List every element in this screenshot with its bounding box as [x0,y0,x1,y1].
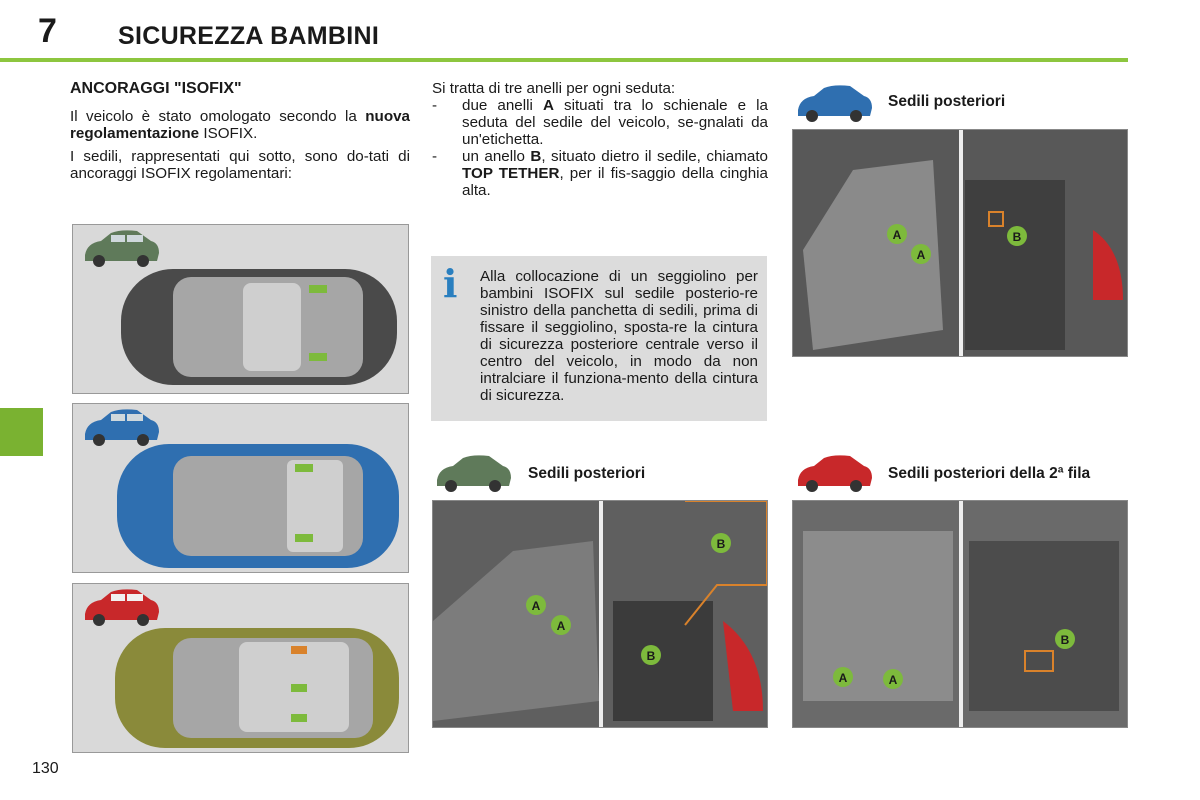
svg-text:B: B [716,537,726,551]
caption-green-rear-seats: Sedili posteriori [528,465,646,482]
anchor-badge-a-2 [911,244,931,264]
photo-red-second-row-seats [792,500,1128,728]
svg-text:A: A [556,619,566,633]
anchor-badge-a-4 [551,615,571,635]
caption-red-second-row: Sedili posteriori della 2ª fila [888,465,1091,482]
svg-text:A: A [838,671,848,685]
anchor-badge-b-green-2 [641,645,661,665]
anchor-badge-a-3 [526,595,546,615]
svg-text:B: B [1012,230,1022,244]
chapter-side-tab [0,408,43,456]
car-icon-red-small [794,454,878,494]
car-icon-red [85,589,159,626]
top-view-green-illustration [73,225,408,393]
info-box [431,256,767,421]
top-view-panel-blue [72,403,409,573]
anchor-badge-a-5 [833,667,853,687]
car-icon-blue-small [794,84,878,124]
svg-text:B: B [1060,633,1070,647]
chapter-number: 7 [38,12,57,50]
anchor-badge-a-6 [883,669,903,689]
rings-description [432,80,768,199]
photo-blue-rear-seats [792,129,1128,357]
top-view-panel-green [72,224,409,394]
anchor-badge-b-red [1055,629,1075,649]
isofix-intro [70,80,410,182]
anchor-badge-b-green-1 [711,533,731,553]
section-heading: ANCORAGGI "ISOFIX" [70,80,242,97]
top-view-panel-red [72,583,409,753]
top-view-blue-illustration [73,404,408,572]
paragraph-seats: I sedili, rappresentati qui sotto, sono do-tati di ancoraggi ISOFIX regolamentari: [70,148,410,182]
photo-green-rear-seats [432,500,768,728]
info-text: Alla collocazione di un seggiolino per bambini ISOFIX sul sedile posterio-re sinistro della panchetta di sedili, prima di fissare il seggiolino, sposta-re la cintura di sicurezza posteriore centrale verso il centro del veicolo, in modo da non intralciare il funziona-mento della cintura di sicurezza. [480,268,758,404]
svg-text:A: A [888,673,898,687]
anchor-badge-b-blue [1007,226,1027,246]
ring-item-a: - due anelli A situati tra lo schienale e la seduta del sedile del veicolo, se-gnalati da un'etichetta. [432,97,768,148]
svg-text:B: B [646,649,656,663]
caption-blue-rear-seats: Sedili posteriori [888,93,1006,110]
svg-text:A: A [531,599,541,613]
car-icon-blue [85,409,159,446]
top-view-red-illustration [73,584,408,752]
rings-intro: Si tratta di tre anelli per ogni seduta: [432,80,676,97]
ring-item-b: - un anello B, situato dietro il sedile, chiamato TOP TETHER, per il fis-saggio della cinghia alta. [432,148,768,199]
chapter-title: SICUREZZA BAMBINI [118,22,380,50]
svg-text:A: A [892,228,902,242]
header-rule [0,58,1128,62]
anchor-badge-a-1 [887,224,907,244]
info-icon: i [443,261,458,306]
rings-list [432,97,768,199]
page-number: 130 [32,760,59,777]
car-icon-green [85,230,159,267]
svg-text:A: A [916,248,926,262]
car-icon-green-small [433,454,517,494]
paragraph-homologation: Il veicolo è stato omologato secondo la nuova regolamentazione ISOFIX. [70,108,410,142]
